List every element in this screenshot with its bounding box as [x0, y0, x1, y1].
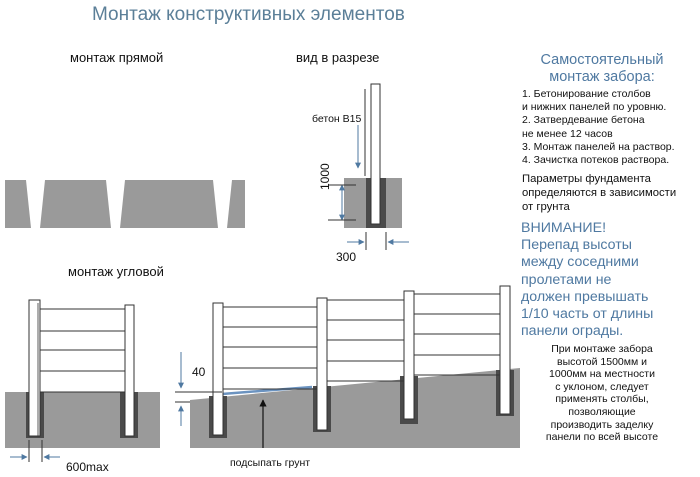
label-section-view: вид в разрезе [296, 50, 380, 65]
label-corner-mount: монтаж угловой [68, 264, 164, 279]
params-line: Параметры фундамента [522, 173, 651, 185]
step-line: не менее 12 часов [522, 127, 613, 140]
label-spacing: 600max [66, 460, 109, 474]
warning-line: между соседними [521, 254, 639, 271]
sidebar-title-line: монтаж забора: [549, 69, 655, 85]
warning-line: должен превышать [521, 288, 649, 305]
label-width: 300 [336, 250, 357, 264]
params-line: определяются в зависимости [522, 187, 677, 199]
warning-line: Перепад высоты [521, 237, 632, 254]
note-line: высотой 1500мм и [557, 355, 647, 368]
step-line: 2. Затвердевание бетона [522, 114, 645, 127]
note-line: применять столбы, [555, 393, 649, 406]
straight-mount-ground [5, 180, 245, 228]
note-line: с уклоном, следует [555, 380, 649, 393]
install-steps [522, 88, 698, 167]
warning-block [521, 220, 697, 340]
note-line: При монтаже забора [551, 343, 653, 355]
warning-line: пролетами не [521, 271, 612, 288]
step-line: и нижних панелей по уровню. [522, 101, 667, 114]
note-line: позволяющие [568, 405, 636, 418]
slope-note [522, 343, 682, 444]
label-height-step: 40 [192, 365, 206, 379]
label-concrete: бетон В15 [312, 113, 362, 125]
warning-line: ВНИМАНИЕ! [521, 220, 607, 236]
foundation-params [522, 172, 698, 214]
note-line: 1000мм на местности [549, 368, 655, 381]
params-line: от грунта [522, 201, 570, 213]
step-line: 1. Бетонирование столбов [522, 88, 651, 100]
label-depth: 1000 [318, 163, 332, 190]
warning-line: панели ограды. [521, 323, 624, 340]
slope-mount-diagram [175, 286, 520, 448]
label-straight-mount: монтаж прямой [70, 50, 164, 65]
section-view-diagram [328, 84, 409, 250]
note-line: панели по всей высоте [545, 431, 659, 444]
note-line: производить заделку [550, 418, 654, 431]
corner-mount-diagram [5, 300, 160, 462]
page-title: Монтаж конструктивных элементов [92, 4, 405, 25]
step-line: 4. Зачистка потеков раствора. [522, 154, 670, 167]
sidebar-title [514, 52, 690, 86]
sidebar-title-line: Самостоятельный [540, 52, 664, 68]
step-line: 3. Монтаж панелей на раствор. [522, 140, 675, 153]
warning-line: 1/10 часть от длины [521, 306, 654, 323]
label-soil: подсыпать грунт [230, 457, 311, 469]
